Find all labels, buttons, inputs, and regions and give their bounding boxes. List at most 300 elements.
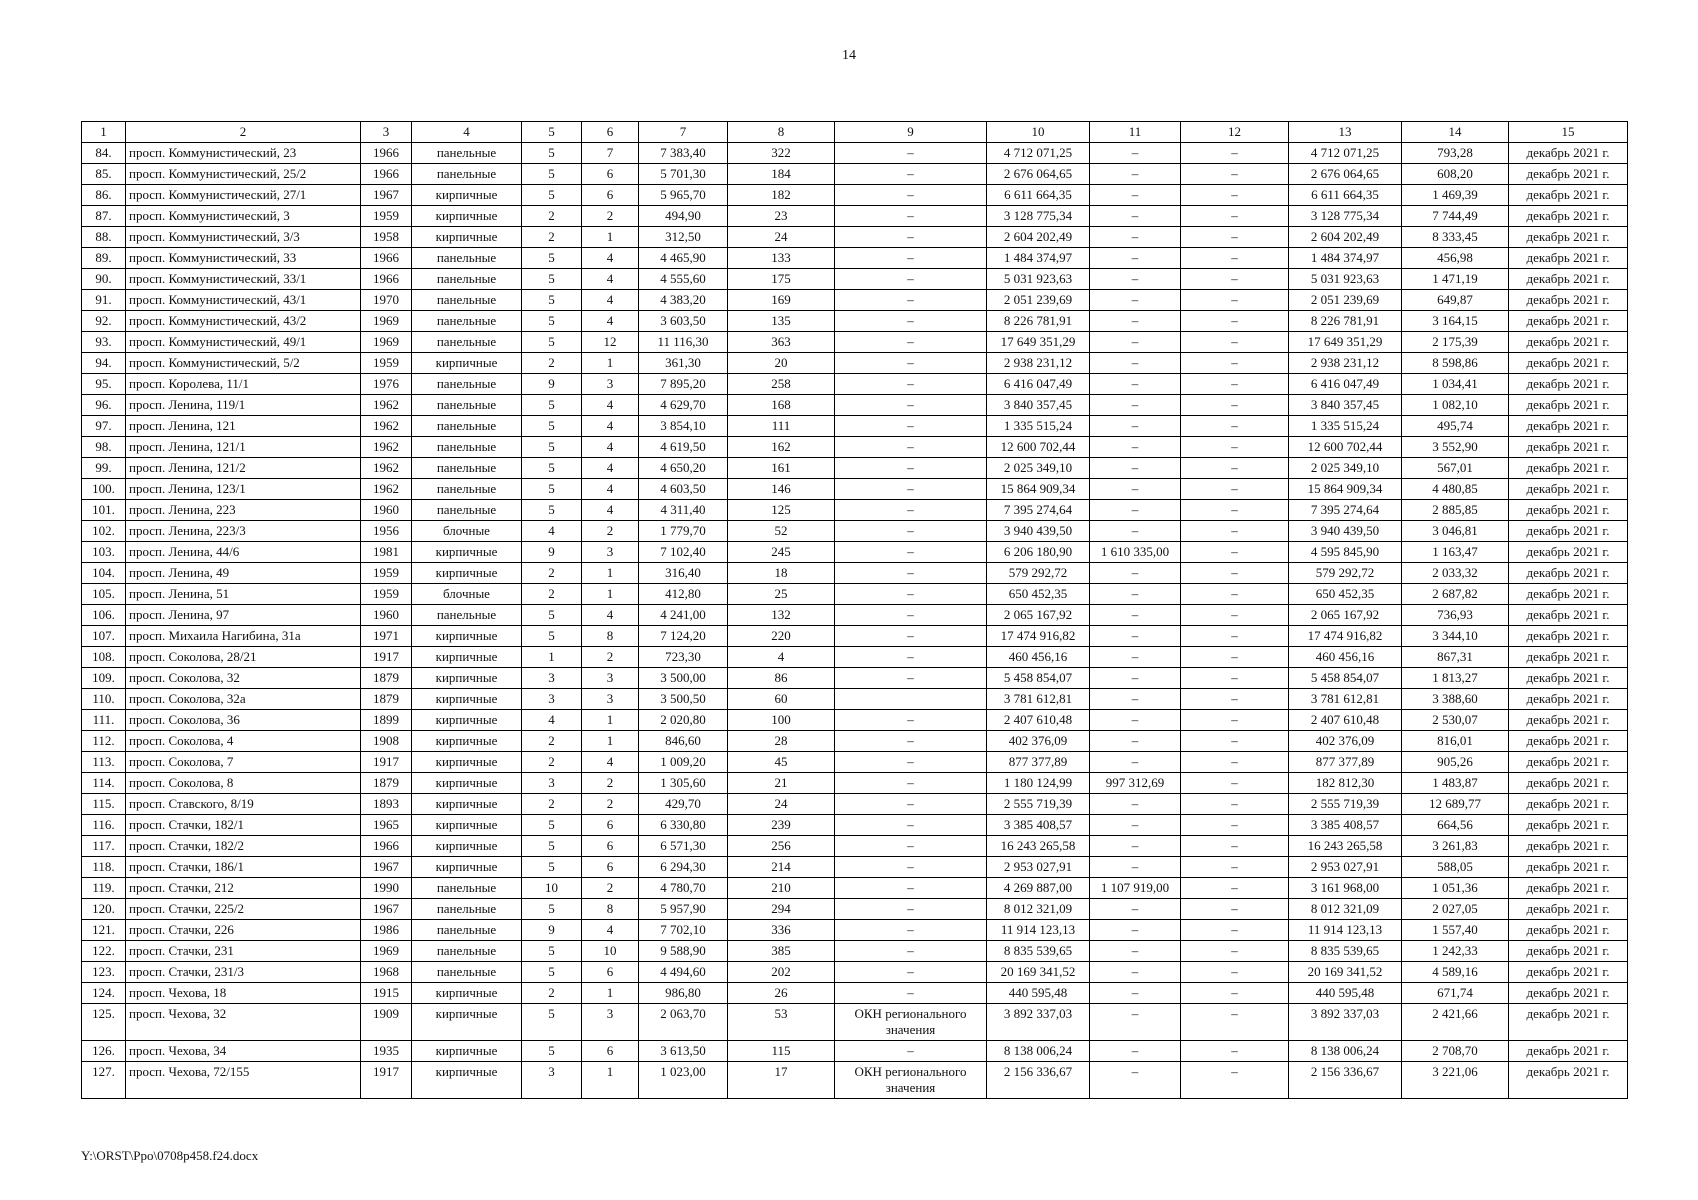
table-row — [82, 794, 1628, 815]
table-cell: 4 780,70 — [639, 878, 728, 899]
table-cell: 816,01 — [1402, 731, 1509, 752]
table-cell: 3 892 337,03 — [1289, 1004, 1402, 1041]
table-cell: – — [1181, 857, 1289, 878]
table-cell: 5 — [522, 311, 582, 332]
table-cell: 8 333,45 — [1402, 227, 1509, 248]
table-cell: – — [835, 962, 987, 983]
table-cell: просп. Чехова, 32 — [126, 1004, 361, 1041]
table-cell: кирпичные — [412, 647, 522, 668]
table-cell: 2 953 027,91 — [1289, 857, 1402, 878]
table-cell: 2 025 349,10 — [1289, 458, 1402, 479]
table-cell: 2 020,80 — [639, 710, 728, 731]
table-cell: 588,05 — [1402, 857, 1509, 878]
table-cell: – — [1181, 878, 1289, 899]
table-cell: 2 051 239,69 — [987, 290, 1090, 311]
table-row — [82, 899, 1628, 920]
table-cell: 1 610 335,00 — [1090, 542, 1181, 563]
table-cell: 4 — [582, 920, 639, 941]
table-cell: 1 484 374,97 — [987, 248, 1090, 269]
table-cell: 3 940 439,50 — [987, 521, 1090, 542]
table-cell: 115 — [728, 1041, 835, 1062]
table-cell: 84. — [82, 143, 126, 164]
table-cell: блочные — [412, 521, 522, 542]
table-cell: – — [835, 731, 987, 752]
table-cell: 18 — [728, 563, 835, 584]
table-cell: 182 812,30 — [1289, 773, 1402, 794]
table-cell: просп. Коммунистический, 27/1 — [126, 185, 361, 206]
table-row — [82, 395, 1628, 416]
table-cell: 650 452,35 — [1289, 584, 1402, 605]
table-cell: декабрь 2021 г. — [1509, 773, 1628, 794]
table-cell: 2 — [522, 563, 582, 584]
table-cell: 111. — [82, 710, 126, 731]
table-cell: – — [1181, 773, 1289, 794]
table-cell: 17 474 916,82 — [987, 626, 1090, 647]
table-cell: – — [1181, 206, 1289, 227]
table-cell: просп. Коммунистический, 43/2 — [126, 311, 361, 332]
table-cell: 101. — [82, 500, 126, 521]
table-cell: – — [1090, 668, 1181, 689]
table-cell: 1909 — [361, 1004, 412, 1041]
table-cell: – — [835, 143, 987, 164]
table-cell: декабрь 2021 г. — [1509, 353, 1628, 374]
table-row — [82, 437, 1628, 458]
table-cell: 2 156 336,67 — [987, 1062, 1090, 1099]
table-cell: 608,20 — [1402, 164, 1509, 185]
table-cell: 5 — [522, 500, 582, 521]
table-cell: просп. Стачки, 186/1 — [126, 857, 361, 878]
table-cell: 3 500,00 — [639, 668, 728, 689]
table-cell: – — [835, 458, 987, 479]
table-cell: 2 885,85 — [1402, 500, 1509, 521]
table-cell: – — [835, 563, 987, 584]
table-cell: панельные — [412, 878, 522, 899]
table-row — [82, 983, 1628, 1004]
table-cell: 96. — [82, 395, 126, 416]
table-cell: – — [835, 353, 987, 374]
table-cell: 119. — [82, 878, 126, 899]
table-cell: 6 — [582, 815, 639, 836]
table-cell: 440 595,48 — [1289, 983, 1402, 1004]
table-cell: 5 — [522, 185, 582, 206]
table-cell: панельные — [412, 416, 522, 437]
table-cell: 214 — [728, 857, 835, 878]
table-cell: – — [835, 542, 987, 563]
table-cell: 4 241,00 — [639, 605, 728, 626]
table-cell: 2 — [522, 731, 582, 752]
table-cell: 210 — [728, 878, 835, 899]
table-cell: 10 — [582, 941, 639, 962]
table-row — [82, 710, 1628, 731]
table-cell: 4 — [522, 521, 582, 542]
table-cell: просп. Чехова, 18 — [126, 983, 361, 1004]
table-cell: – — [835, 857, 987, 878]
table-cell: 3 161 968,00 — [1289, 878, 1402, 899]
table-cell: 2 063,70 — [639, 1004, 728, 1041]
table-cell: 3 781 612,81 — [987, 689, 1090, 710]
table-cell: 1959 — [361, 353, 412, 374]
table-cell: 1 242,33 — [1402, 941, 1509, 962]
table-cell: 3 500,50 — [639, 689, 728, 710]
table-cell: 5 701,30 — [639, 164, 728, 185]
table-cell: – — [835, 899, 987, 920]
table-cell: 5 — [522, 164, 582, 185]
table-cell: 245 — [728, 542, 835, 563]
table-cell: 5 031 923,63 — [987, 269, 1090, 290]
table-cell: кирпичные — [412, 626, 522, 647]
table-cell: 7 102,40 — [639, 542, 728, 563]
table-cell: декабрь 2021 г. — [1509, 857, 1628, 878]
table-cell: 1956 — [361, 521, 412, 542]
table-cell: 4 629,70 — [639, 395, 728, 416]
table-cell: декабрь 2021 г. — [1509, 143, 1628, 164]
table-cell: 4 — [582, 290, 639, 311]
table-cell: 2 025 349,10 — [987, 458, 1090, 479]
table-cell: – — [1090, 605, 1181, 626]
table-cell: 4 — [522, 710, 582, 731]
table-cell: – — [835, 500, 987, 521]
table-cell: просп. Ленина, 97 — [126, 605, 361, 626]
table-cell: 1879 — [361, 668, 412, 689]
table-cell: 122. — [82, 941, 126, 962]
table-cell: 1966 — [361, 269, 412, 290]
table-cell: 124. — [82, 983, 126, 1004]
table-cell: декабрь 2021 г. — [1509, 878, 1628, 899]
table-cell: – — [835, 395, 987, 416]
table-row — [82, 731, 1628, 752]
table-cell — [835, 689, 987, 710]
table-cell: 1 — [582, 563, 639, 584]
table-cell: – — [835, 878, 987, 899]
table-cell: – — [1181, 920, 1289, 941]
table-cell: – — [835, 941, 987, 962]
header-cell: 9 — [835, 122, 987, 143]
table-cell: декабрь 2021 г. — [1509, 1041, 1628, 1062]
table-cell: 322 — [728, 143, 835, 164]
table-cell: 1970 — [361, 290, 412, 311]
table-cell: 1967 — [361, 185, 412, 206]
table-cell: декабрь 2021 г. — [1509, 521, 1628, 542]
table-cell: – — [1090, 1041, 1181, 1062]
table-cell: 95. — [82, 374, 126, 395]
table-cell: просп. Стачки, 231/3 — [126, 962, 361, 983]
table-cell: 1 469,39 — [1402, 185, 1509, 206]
table-cell: – — [835, 983, 987, 1004]
table-cell: – — [1090, 899, 1181, 920]
table-cell: – — [835, 311, 987, 332]
table-cell: 4 589,16 — [1402, 962, 1509, 983]
table-cell: декабрь 2021 г. — [1509, 479, 1628, 500]
table-cell: кирпичные — [412, 836, 522, 857]
table-cell: просп. Чехова, 72/155 — [126, 1062, 361, 1099]
table-cell: 1976 — [361, 374, 412, 395]
table-cell: 7 383,40 — [639, 143, 728, 164]
table-cell: 2 953 027,91 — [987, 857, 1090, 878]
table-cell: 9 — [522, 542, 582, 563]
table-cell: – — [835, 710, 987, 731]
table-cell: 126. — [82, 1041, 126, 1062]
table-row — [82, 668, 1628, 689]
table-cell: 2 — [522, 983, 582, 1004]
table-row — [82, 542, 1628, 563]
table-cell: 3 — [522, 668, 582, 689]
table-cell: кирпичные — [412, 794, 522, 815]
table-cell: 5 — [522, 815, 582, 836]
table-cell: 24 — [728, 794, 835, 815]
table-cell: кирпичные — [412, 710, 522, 731]
table-cell: – — [1181, 416, 1289, 437]
table-cell: блочные — [412, 584, 522, 605]
table-cell: 6 294,30 — [639, 857, 728, 878]
table-cell: панельные — [412, 437, 522, 458]
table-row — [82, 500, 1628, 521]
table-cell: 111 — [728, 416, 835, 437]
table-cell: 100. — [82, 479, 126, 500]
table-cell: 5 957,90 — [639, 899, 728, 920]
table-cell: 2 604 202,49 — [1289, 227, 1402, 248]
table-cell: 3 — [582, 374, 639, 395]
table-cell: 1 — [522, 647, 582, 668]
table-cell: – — [835, 920, 987, 941]
table-cell: 20 169 341,52 — [1289, 962, 1402, 983]
table-cell: 102. — [82, 521, 126, 542]
table-cell: – — [1090, 227, 1181, 248]
table-cell: декабрь 2021 г. — [1509, 290, 1628, 311]
table-cell: 723,30 — [639, 647, 728, 668]
table-cell: панельные — [412, 332, 522, 353]
table-cell: – — [1181, 899, 1289, 920]
table-cell: 5 458 854,07 — [1289, 668, 1402, 689]
table-cell: 239 — [728, 815, 835, 836]
table-cell: 1958 — [361, 227, 412, 248]
table-cell: 8 835 539,65 — [987, 941, 1090, 962]
header-cell: 1 — [82, 122, 126, 143]
table-cell: 168 — [728, 395, 835, 416]
table-cell: просп. Коммунистический, 5/2 — [126, 353, 361, 374]
table-cell: – — [835, 227, 987, 248]
table-cell: – — [835, 521, 987, 542]
table-cell: просп. Коммунистический, 3/3 — [126, 227, 361, 248]
table-cell: просп. Стачки, 182/2 — [126, 836, 361, 857]
table-cell: – — [1090, 626, 1181, 647]
table-cell: 1967 — [361, 857, 412, 878]
table-cell: 1 107 919,00 — [1090, 878, 1181, 899]
table-cell: – — [1181, 353, 1289, 374]
table-cell: – — [1090, 731, 1181, 752]
table-cell: 12 600 702,44 — [1289, 437, 1402, 458]
table-cell: 8 — [582, 626, 639, 647]
table-cell: 169 — [728, 290, 835, 311]
table-row — [82, 311, 1628, 332]
table-cell: ОКН регионального значения — [835, 1062, 987, 1099]
table-cell: 4 595 845,90 — [1289, 542, 1402, 563]
table-cell: 107. — [82, 626, 126, 647]
table-cell: 294 — [728, 899, 835, 920]
table-row — [82, 878, 1628, 899]
header-cell: 15 — [1509, 122, 1628, 143]
table-cell: кирпичные — [412, 542, 522, 563]
table-cell: просп. Коммунистический, 25/2 — [126, 164, 361, 185]
table-cell: 52 — [728, 521, 835, 542]
table-cell: 6 611 664,35 — [1289, 185, 1402, 206]
table-cell: 4 — [728, 647, 835, 668]
table-cell: – — [1090, 374, 1181, 395]
table-cell: 3 854,10 — [639, 416, 728, 437]
table-cell: – — [1181, 479, 1289, 500]
table-cell: – — [1181, 269, 1289, 290]
table-cell: 2 065 167,92 — [987, 605, 1090, 626]
table-cell: просп. Ленина, 121/1 — [126, 437, 361, 458]
table-cell: 1917 — [361, 752, 412, 773]
table-cell: кирпичные — [412, 752, 522, 773]
table-cell: – — [1090, 479, 1181, 500]
table-cell: 256 — [728, 836, 835, 857]
table-cell: – — [1181, 647, 1289, 668]
table-cell: 2 — [582, 647, 639, 668]
table-cell: – — [1090, 710, 1181, 731]
table-cell: – — [1090, 353, 1181, 374]
table-cell: кирпичные — [412, 731, 522, 752]
table-cell: 8 835 539,65 — [1289, 941, 1402, 962]
table-cell: кирпичные — [412, 689, 522, 710]
table-cell: – — [1090, 836, 1181, 857]
table-cell: – — [1090, 752, 1181, 773]
table-cell: 877 377,89 — [1289, 752, 1402, 773]
table-cell: панельные — [412, 500, 522, 521]
table-cell: 8 138 006,24 — [1289, 1041, 1402, 1062]
table-cell: 4 — [582, 437, 639, 458]
table-cell: 1959 — [361, 206, 412, 227]
table-cell: 45 — [728, 752, 835, 773]
table-cell: 456,98 — [1402, 248, 1509, 269]
table-cell: 2 — [582, 878, 639, 899]
table-row — [82, 185, 1628, 206]
table-cell: – — [835, 836, 987, 857]
table-cell: – — [1090, 983, 1181, 1004]
table-cell: кирпичные — [412, 1041, 522, 1062]
table-cell: 53 — [728, 1004, 835, 1041]
table-cell: 104. — [82, 563, 126, 584]
table-cell: 5 — [522, 899, 582, 920]
table-cell: 3 603,50 — [639, 311, 728, 332]
table-cell: 89. — [82, 248, 126, 269]
table-cell: 115. — [82, 794, 126, 815]
table-cell: 5 — [522, 836, 582, 857]
table-cell: панельные — [412, 458, 522, 479]
table-cell: – — [1181, 521, 1289, 542]
table-cell: – — [1090, 290, 1181, 311]
table-cell: 6 206 180,90 — [987, 542, 1090, 563]
table-cell: 146 — [728, 479, 835, 500]
table-row — [82, 227, 1628, 248]
table-cell: – — [1181, 1062, 1289, 1099]
table-cell: – — [1181, 458, 1289, 479]
table-cell: 21 — [728, 773, 835, 794]
table-cell: 110. — [82, 689, 126, 710]
table-cell: – — [1181, 248, 1289, 269]
table-cell: 25 — [728, 584, 835, 605]
table-cell: просп. Соколова, 32 — [126, 668, 361, 689]
table-cell: 2 421,66 — [1402, 1004, 1509, 1041]
table-cell: 1 180 124,99 — [987, 773, 1090, 794]
table-cell: 1965 — [361, 815, 412, 836]
table-cell: 1968 — [361, 962, 412, 983]
table-cell: 3 892 337,03 — [987, 1004, 1090, 1041]
table-cell: 3 781 612,81 — [1289, 689, 1402, 710]
table-cell: декабрь 2021 г. — [1509, 1004, 1628, 1041]
table-cell: просп. Чехова, 34 — [126, 1041, 361, 1062]
table-cell: 4 269 887,00 — [987, 878, 1090, 899]
table-cell: – — [835, 773, 987, 794]
table-cell: – — [1090, 1062, 1181, 1099]
table-cell: 6 416 047,49 — [987, 374, 1090, 395]
table-cell: 2 555 719,39 — [987, 794, 1090, 815]
table-cell: 15 864 909,34 — [1289, 479, 1402, 500]
table-cell: декабрь 2021 г. — [1509, 710, 1628, 731]
table-cell: просп. Коммунистический, 3 — [126, 206, 361, 227]
table-cell: 1 082,10 — [1402, 395, 1509, 416]
table-cell: просп. Стачки, 231 — [126, 941, 361, 962]
table-cell: декабрь 2021 г. — [1509, 605, 1628, 626]
table-cell: 1962 — [361, 479, 412, 500]
table-cell: 113. — [82, 752, 126, 773]
table-body — [82, 143, 1628, 1099]
table-cell: просп. Королева, 11/1 — [126, 374, 361, 395]
table-cell: декабрь 2021 г. — [1509, 941, 1628, 962]
table-cell: 4 650,20 — [639, 458, 728, 479]
table-cell: декабрь 2021 г. — [1509, 164, 1628, 185]
table-cell: декабрь 2021 г. — [1509, 731, 1628, 752]
table-row — [82, 164, 1628, 185]
table-row — [82, 269, 1628, 290]
table-cell: 105. — [82, 584, 126, 605]
table-cell: панельные — [412, 899, 522, 920]
table-cell: просп. Михаила Нагибина, 31а — [126, 626, 361, 647]
table-cell: 1899 — [361, 710, 412, 731]
table-cell: 3 — [582, 542, 639, 563]
table-cell: – — [1090, 311, 1181, 332]
table-cell: – — [1181, 290, 1289, 311]
table-cell: 736,93 — [1402, 605, 1509, 626]
table-cell: – — [835, 479, 987, 500]
table-cell: 905,26 — [1402, 752, 1509, 773]
table-cell: декабрь 2021 г. — [1509, 185, 1628, 206]
table-cell: – — [1181, 395, 1289, 416]
table-cell: 6 — [582, 185, 639, 206]
table-cell: 4 — [582, 311, 639, 332]
table-cell: 99. — [82, 458, 126, 479]
table-cell: – — [835, 794, 987, 815]
table-cell: 87. — [82, 206, 126, 227]
table-row — [82, 206, 1628, 227]
table-cell: 460 456,16 — [1289, 647, 1402, 668]
table-row — [82, 1004, 1628, 1041]
table-cell: – — [835, 164, 987, 185]
table-cell: 4 712 071,25 — [987, 143, 1090, 164]
table-cell: 11 914 123,13 — [987, 920, 1090, 941]
table-cell: – — [1181, 563, 1289, 584]
table-cell: просп. Стачки, 226 — [126, 920, 361, 941]
table-cell: просп. Ленина, 119/1 — [126, 395, 361, 416]
table-cell: – — [1090, 941, 1181, 962]
table-cell: 88. — [82, 227, 126, 248]
table-cell: 2 — [582, 521, 639, 542]
table-cell: просп. Ленина, 49 — [126, 563, 361, 584]
table-cell: 1962 — [361, 437, 412, 458]
header-cell: 5 — [522, 122, 582, 143]
table-cell: 1990 — [361, 878, 412, 899]
table-cell: просп. Ленина, 223/3 — [126, 521, 361, 542]
